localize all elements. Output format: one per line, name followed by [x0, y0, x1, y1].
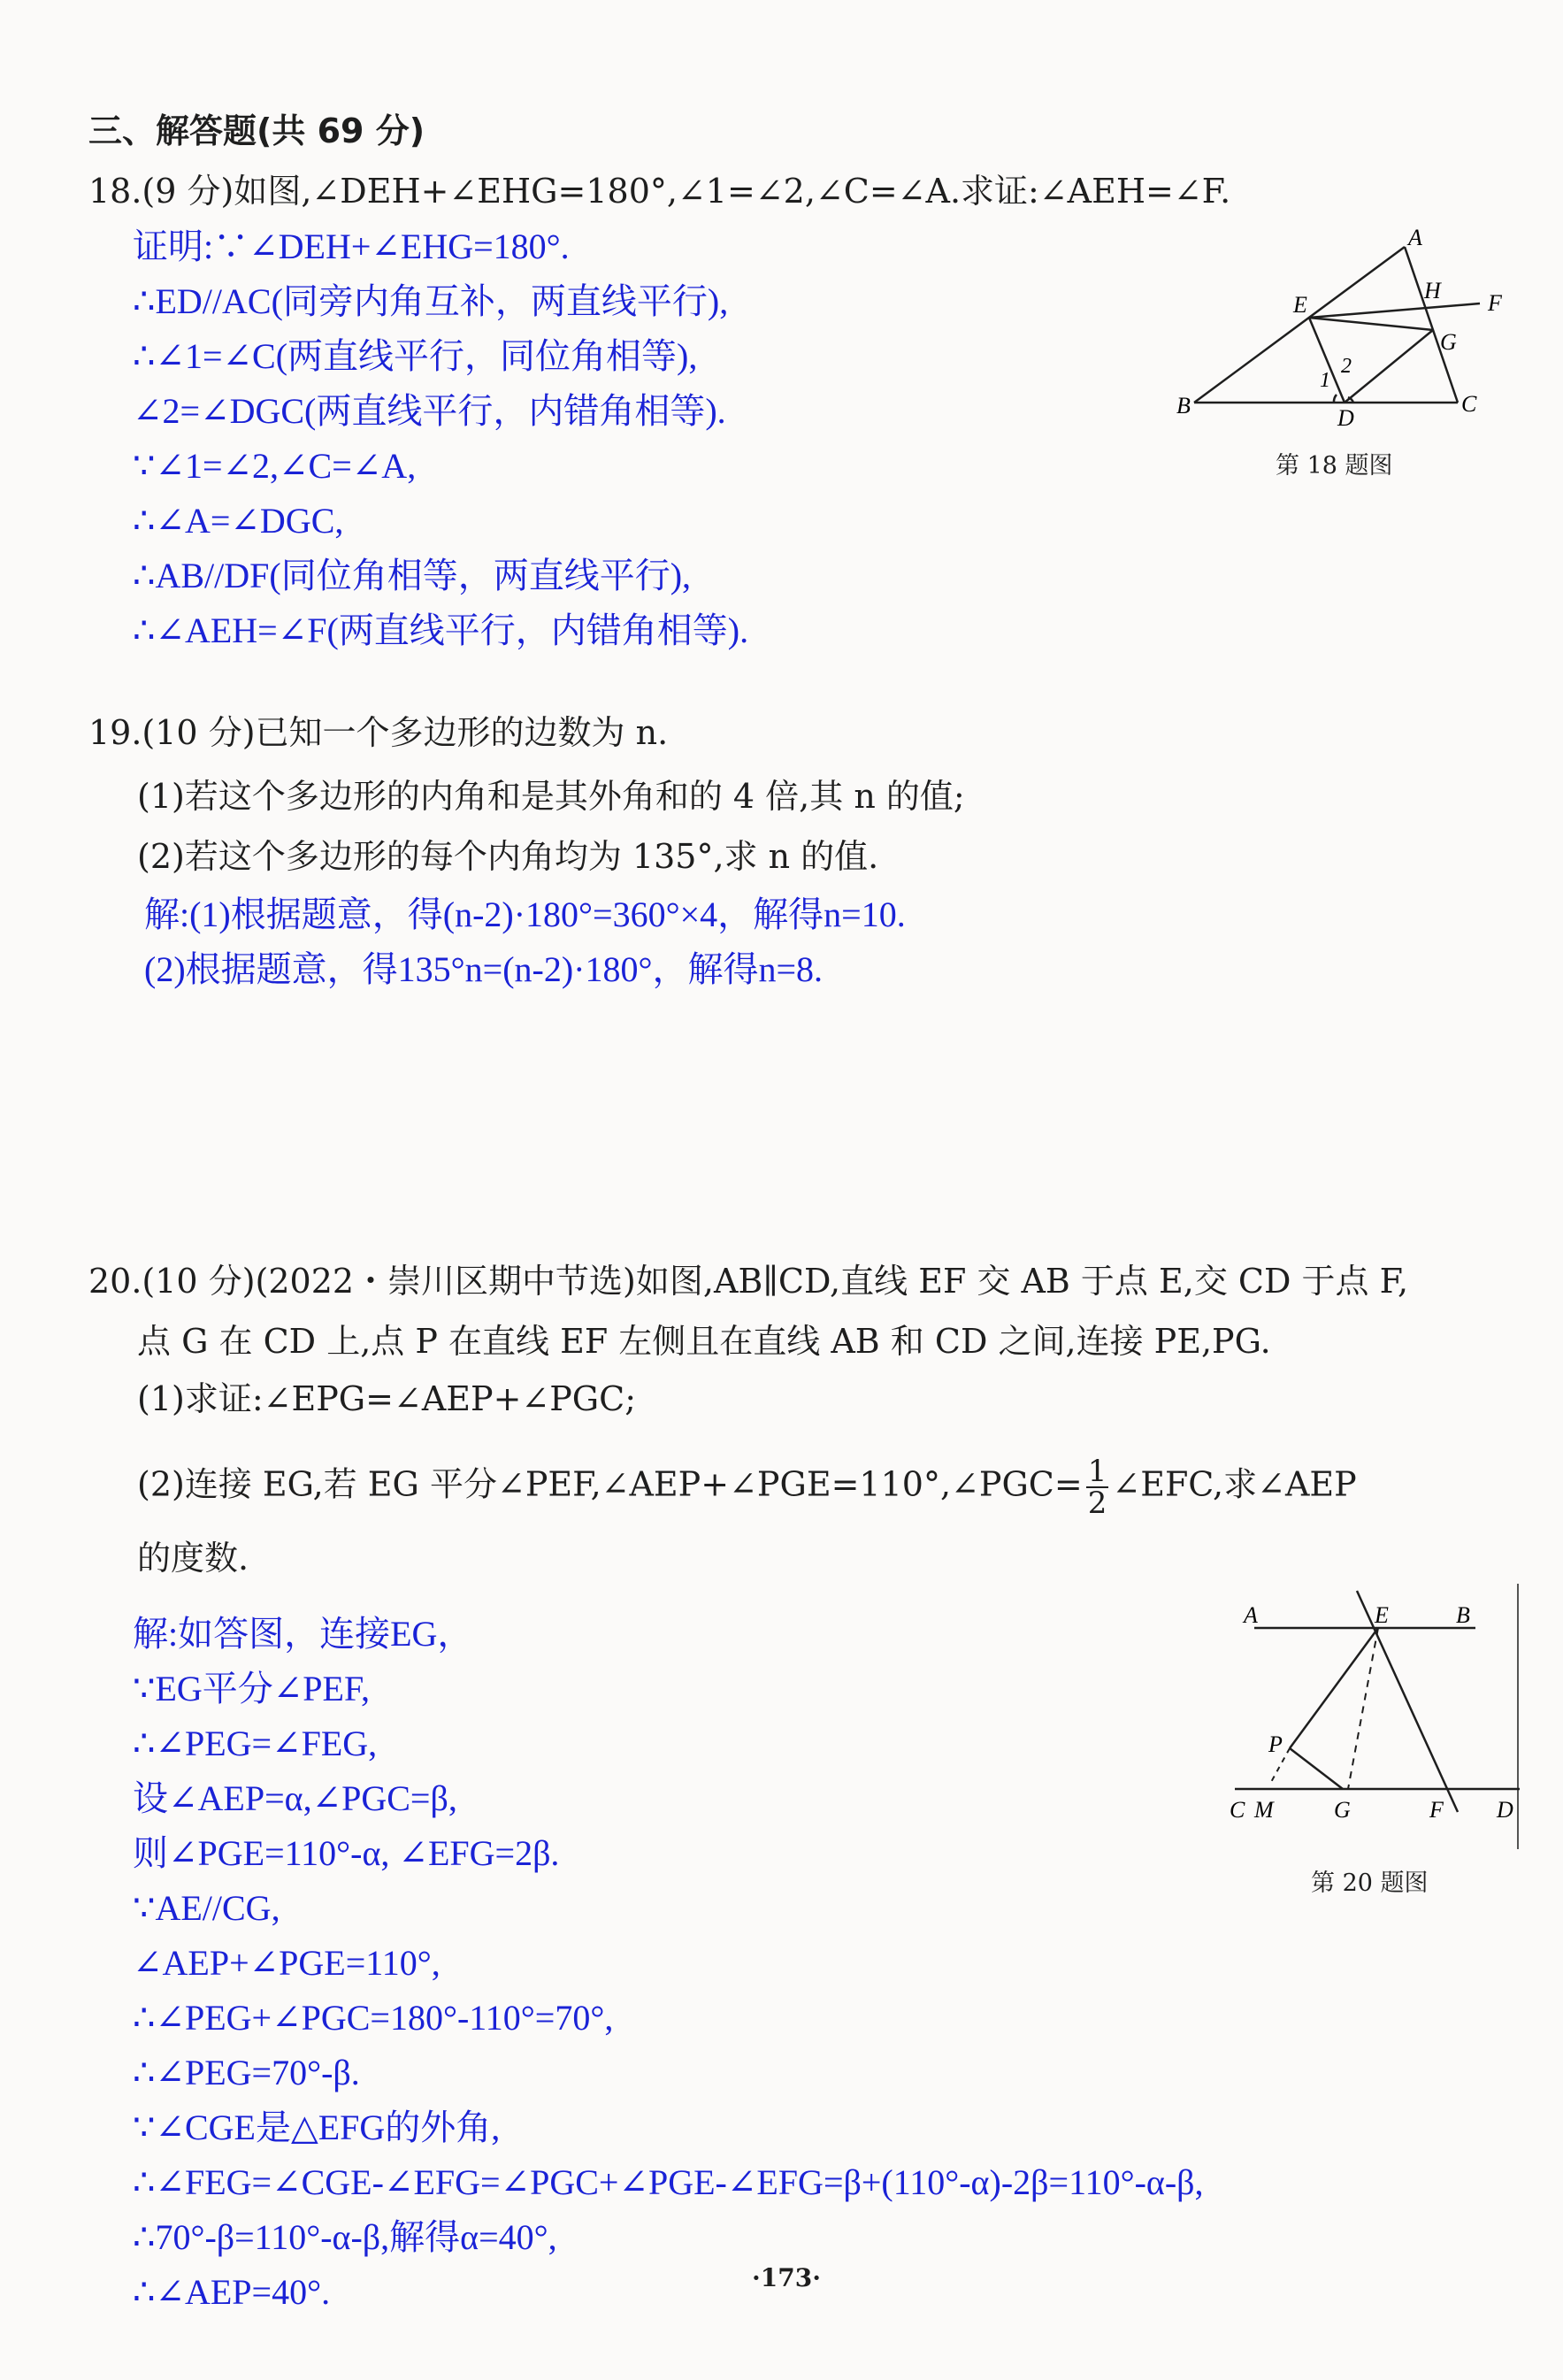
fig20-label-p: P	[1268, 1731, 1283, 1757]
fig20-label-m: M	[1254, 1797, 1274, 1823]
fig20-label-e: E	[1375, 1602, 1389, 1628]
q20-stem-line1: 20.(10 分)(2022・崇川区期中节选)如图,AB∥CD,直线 EF 交 AB 于点 E,交 CD 于点 F,	[88, 1262, 1409, 1301]
q19-solution-line: (2)根据题意，得135°n=(n-2)·180°，解得n=8.	[144, 949, 824, 989]
fraction-denominator: 2	[1087, 1486, 1107, 1521]
fig18-angle-2: 2	[1341, 355, 1352, 378]
q20-solution-line: 则∠PGE=110°-α, ∠EFG=2β.	[133, 1833, 560, 1873]
fig18-label-c: C	[1461, 391, 1477, 417]
q18-proof-line: 证明:∵∠DEH+∠EHG=180°.	[133, 226, 570, 266]
q20-solution-line: ∴∠PEG=70°-β.	[133, 2053, 360, 2092]
q19-stem: 19.(10 分)已知一个多边形的边数为 n.	[88, 713, 669, 752]
q20-solution-line: ∵AE//CG,	[133, 1888, 280, 1928]
fig18-label-d: D	[1337, 405, 1354, 431]
fig18-label-a: A	[1408, 226, 1422, 250]
fig20-label-f: F	[1429, 1797, 1444, 1823]
fig20-label-g: G	[1334, 1797, 1351, 1823]
q20-solution-line: ∴∠PEG=∠FEG,	[133, 1724, 378, 1763]
q20-part2	[137, 1454, 1357, 1521]
fig20-label-d: D	[1497, 1797, 1513, 1823]
fraction-numerator: 1	[1087, 1454, 1107, 1489]
fig20-label-a: A	[1244, 1602, 1258, 1628]
q20-solution-line: ∴70°-β=110°-α-β,解得α=40°,	[133, 2217, 557, 2257]
fig18-label-g: G	[1440, 329, 1457, 355]
q20-solution-line: ∴∠FEG=∠CGE-∠EFG=∠PGC+∠PGE-∠EFG=β+(110°-α)-2β=110°-α-β,	[133, 2162, 1204, 2202]
figure-18-caption: 第 18 题图	[1276, 452, 1393, 480]
q20-part1: (1)求证:∠EPG=∠AEP+∠PGC;	[137, 1379, 637, 1418]
q18-proof-line: ∴∠A=∠DGC,	[133, 501, 344, 541]
q18-proof-line: ∴ED//AC(同旁内角互补，两直线平行),	[133, 281, 729, 321]
q20-solution-line: 解:如答图，连接EG，	[133, 1614, 473, 1654]
q20-part2-text-b: ∠EFC,求∠AEP	[1112, 1464, 1357, 1504]
page-number: ·173·	[752, 2263, 821, 2292]
q18-proof-line: ∵∠1=∠2,∠C=∠A,	[133, 446, 417, 486]
q20-solution-line: ∵EG平分∠PEF,	[133, 1669, 371, 1708]
q20-solution-line: ∴∠PEG+∠PGC=180°-110°=70°,	[133, 1998, 614, 2038]
fig20-label-b: B	[1456, 1602, 1470, 1628]
q18-proof-line: ∠2=∠DGC(两直线平行，内错角相等).	[133, 391, 726, 431]
fig18-label-b: B	[1176, 393, 1191, 418]
q20-solution-line: ∴∠AEP=40°.	[133, 2272, 331, 2312]
q19-part1: (1)若这个多边形的内角和是其外角和的 4 倍,其 n 的值;	[137, 777, 965, 816]
section-title: 三、解答题(共 69 分)	[88, 111, 425, 150]
fig18-label-f: F	[1488, 290, 1502, 316]
figure-20-caption: 第 20 题图	[1311, 1869, 1429, 1897]
fig18-label-h: H	[1424, 278, 1441, 303]
figure-18-diagram	[1159, 226, 1530, 438]
q20-part2-text-a: (2)连接 EG,若 EG 平分∠PEF,∠AEP+∠PGE=110°,∠PGC=	[137, 1464, 1083, 1504]
figure-20-diagram	[1219, 1584, 1537, 1849]
fig18-angle-1: 1	[1320, 369, 1330, 392]
fig20-label-c: C	[1230, 1797, 1245, 1823]
q20-solution-line: ∵∠CGE是△EFG的外角,	[133, 2107, 501, 2147]
q20-solution-line: ∠AEP+∠PGE=110°,	[133, 1943, 441, 1983]
q19-part2: (2)若这个多边形的每个内角均为 135°,求 n 的值.	[137, 837, 879, 876]
q20-part2-fraction	[1086, 1454, 1109, 1521]
q20-stem-line2: 点 G 在 CD 上,点 P 在直线 EF 左侧且在直线 AB 和 CD 之间,连接 PE,PG.	[137, 1322, 1271, 1361]
q18-proof-line: ∴∠1=∠C(两直线平行，同位角相等),	[133, 336, 698, 376]
q20-solution-line: 设∠AEP=α,∠PGC=β,	[133, 1778, 457, 1818]
fig18-label-e: E	[1293, 292, 1307, 318]
q19-solution-line: 解:(1)根据题意，得(n-2)·180°=360°×4，解得n=10.	[144, 894, 906, 934]
q18-proof-line: ∴∠AEH=∠F(两直线平行，内错角相等).	[133, 610, 749, 650]
q18-stem: 18.(9 分)如图,∠DEH+∠EHG=180°,∠1=∠2,∠C=∠A.求证:∠AEH=∠F.	[88, 172, 1231, 211]
q20-part2-continued: 的度数.	[137, 1539, 249, 1578]
q18-proof-line: ∴AB//DF(同位角相等，两直线平行),	[133, 556, 692, 595]
